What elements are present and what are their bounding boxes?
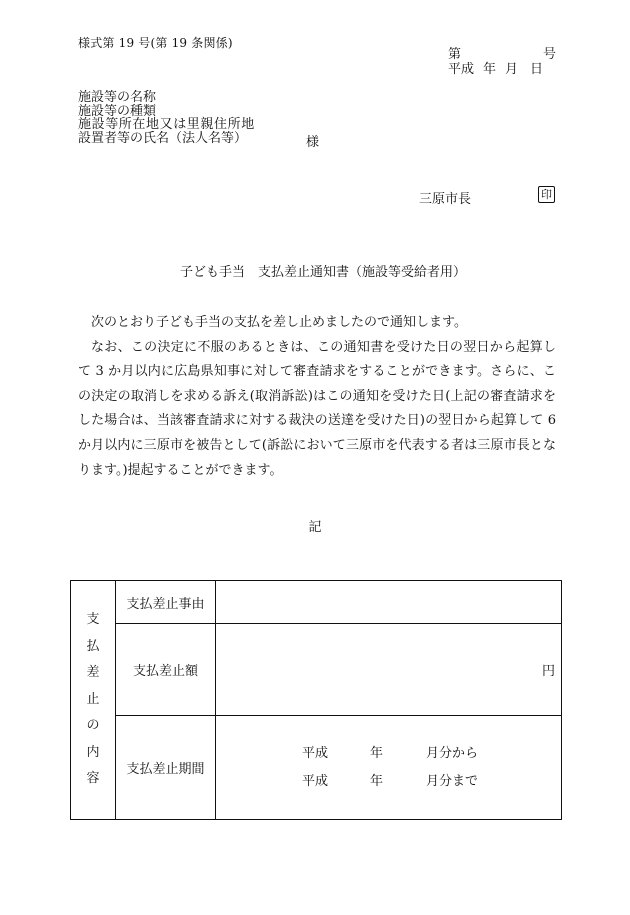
issuer-name: 三原市長 <box>419 192 472 207</box>
form-number: 様式第 19 号(第 19 条関係) <box>78 36 233 50</box>
side-header-char: 容 <box>86 771 100 787</box>
facility-name-label: 施設等の名称 <box>78 90 157 105</box>
establisher-label: 設置者等の氏名（法人名等） <box>78 130 248 146</box>
seal-mark: 印 <box>538 186 555 203</box>
honorific: 様 <box>306 135 320 150</box>
ki-heading: 記 <box>308 520 322 535</box>
side-header-char: 差 <box>86 665 100 681</box>
recipient-block <box>78 91 255 145</box>
date-month-label: 月 <box>505 62 519 77</box>
period-from <box>302 740 561 768</box>
period-label: 支払差止期間 <box>116 716 216 820</box>
notice-paragraph-1: 次のとおり子ども手当の支払を差し止めましたので通知します。 <box>91 315 467 330</box>
document-title: 子ども手当 支払差止通知書（施設等受給者用） <box>179 265 466 280</box>
document-number-block <box>448 47 556 77</box>
period-to <box>302 768 561 796</box>
amount-unit: 円 <box>216 624 562 716</box>
side-header-char: 支 <box>86 612 100 628</box>
number-suffix: 号 <box>542 47 556 62</box>
facility-address-label: 施設等所在地又は里親住所地 <box>78 117 255 132</box>
detail-table <box>70 580 562 820</box>
date-year-label: 年 <box>483 62 497 77</box>
side-header-char: の <box>86 718 100 734</box>
number-prefix: 第 <box>448 47 462 62</box>
reason-label: 支払差止事由 <box>116 581 216 624</box>
date-day-label: 日 <box>530 62 544 77</box>
side-header-char: 内 <box>86 744 100 760</box>
facility-type-label: 施設等の種類 <box>78 103 157 119</box>
reason-value <box>216 581 562 624</box>
period-to-month: 月分まで <box>426 773 479 789</box>
period-from-month: 月分から <box>426 745 479 761</box>
amount-label: 支払差止額 <box>116 624 216 716</box>
notice-paragraph-2: なお、この決定に不服のあるときは、この通知書を受けた日の翌日から起算して 3 か月以内に広島県知事に対して審査請求をすることができます。さらに、この決定の取消しを求める訴え(取消訴訟)はこの通知を受けた日(上記の審査請求をした場合は、当該審査請求に対する裁決の送達を受けた日)の翌日から起算して 6 か月以内に三原市を被告として(訴訟において三原市を代表する者は三原市長となります。)提起することができます。 <box>78 339 556 478</box>
date-era: 平成 <box>448 62 475 77</box>
side-header-char: 払 <box>86 638 100 654</box>
period-to-year: 年 <box>370 773 384 789</box>
period-from-era: 平成 <box>302 745 329 761</box>
period-value <box>216 716 562 820</box>
side-header-char: 止 <box>86 691 100 707</box>
side-header <box>71 581 116 820</box>
period-to-era: 平成 <box>302 773 329 789</box>
period-from-year: 年 <box>370 745 384 761</box>
notice-body <box>78 311 556 483</box>
